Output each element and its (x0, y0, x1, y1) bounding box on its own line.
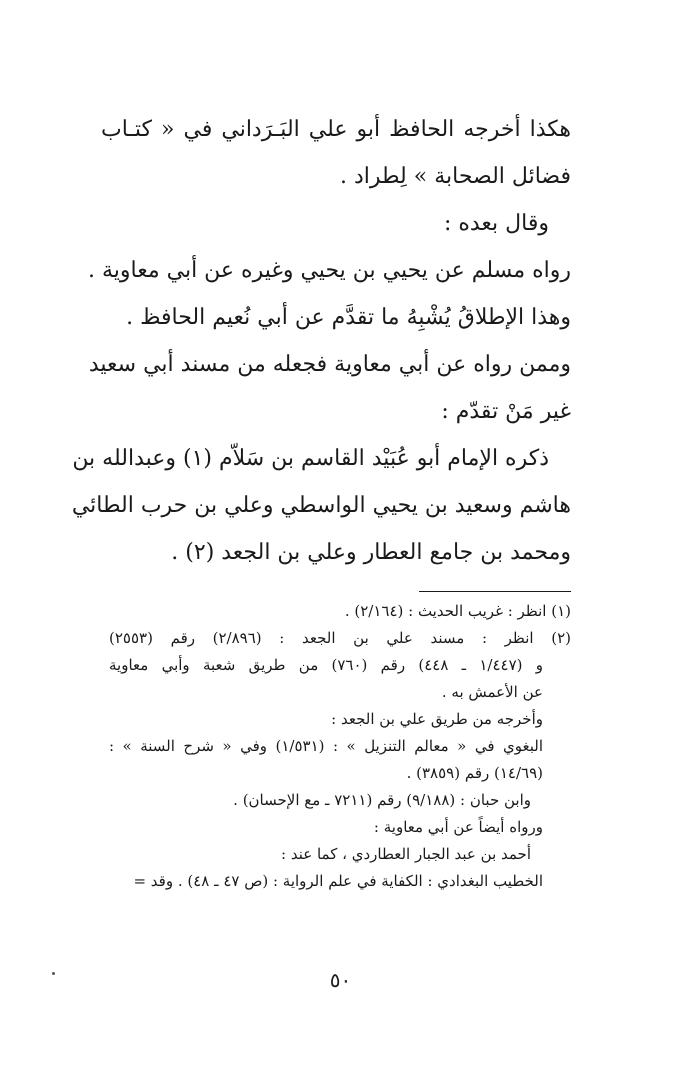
footnote-line: (١٤/٦٩) رقم (٣٨٥٩) . (406, 764, 543, 782)
footnote-separator (419, 591, 571, 592)
footnote-line: (٢) انظر : مسند علي بن الجعد : (٢/٨٩٦) رقم (٢٥٥٣) (109, 629, 571, 647)
main-text-line: هكذا أخرجه الحافظ أبو علي البَـرَداني في « كتـاب (101, 117, 571, 142)
footnote-line: عن الأعمش به . (441, 683, 543, 701)
main-text-line: ذكره الإمام أبو عُبَيْد القاسم بن سَلاّم (١) وعبدالله بن (72, 446, 549, 471)
main-text-line: وهذا الإطلاقُ يُشْبِهُ ما تقدَّم عن أبي نُعيم الحافظ . (126, 305, 571, 330)
main-text-line: فضائل الصحابة » لِطراد . (339, 164, 571, 189)
footnote-line: و (١/٤٤٧ ـ ٤٤٨) رقم (٧٦٠) من طريق شعبة وأبي معاوية (109, 656, 543, 674)
margin-dot (52, 972, 55, 975)
footnote-line: البغوي في « معالم التنزيل » : (١/٥٣١) وفي « شرح السنة » : (109, 737, 544, 755)
footnotes-block (109, 598, 571, 895)
footnote-line: وابن حبان : (٩/١٨٨) رقم (٧٢١١ ـ مع الإحسان) . (233, 791, 531, 809)
main-text-line: هاشم وسعيد بن يحيي الواسطي وعلي بن حرب الطائي (71, 493, 571, 518)
main-text-line: وممن رواه عن أبي معاوية فجعله من مسند أبي سعيد (88, 352, 571, 377)
main-text-line: وقال بعده : (443, 211, 549, 236)
footnote-line: ورواه أيضاً عن أبي معاوية : (373, 818, 543, 836)
main-text-line: رواه مسلم عن يحيي بن يحيي وغيره عن أبي معاوية . (87, 258, 571, 283)
footnote-line: الخطيب البغدادي : الكفاية في علم الرواية : (ص ٤٧ ـ ٤٨) . وقد = (133, 872, 543, 890)
main-text-line: ومحمد بن جامع العطار وعلي بن الجعد (٢) . (171, 540, 571, 565)
footnote-line: (١) انظر : غريب الحديث : (٢/١٦٤) . (344, 602, 571, 620)
main-text-block (71, 106, 571, 576)
footnote-line: وأخرجه من طريق علي بن الجعد : (331, 710, 543, 728)
footnote-line: أحمد بن عبد الجبار العطاردي ، كما عند : (281, 845, 531, 863)
page-number: ٥٠ (329, 968, 352, 992)
main-text-line: غير مَنْ تقدّم : (441, 399, 571, 424)
